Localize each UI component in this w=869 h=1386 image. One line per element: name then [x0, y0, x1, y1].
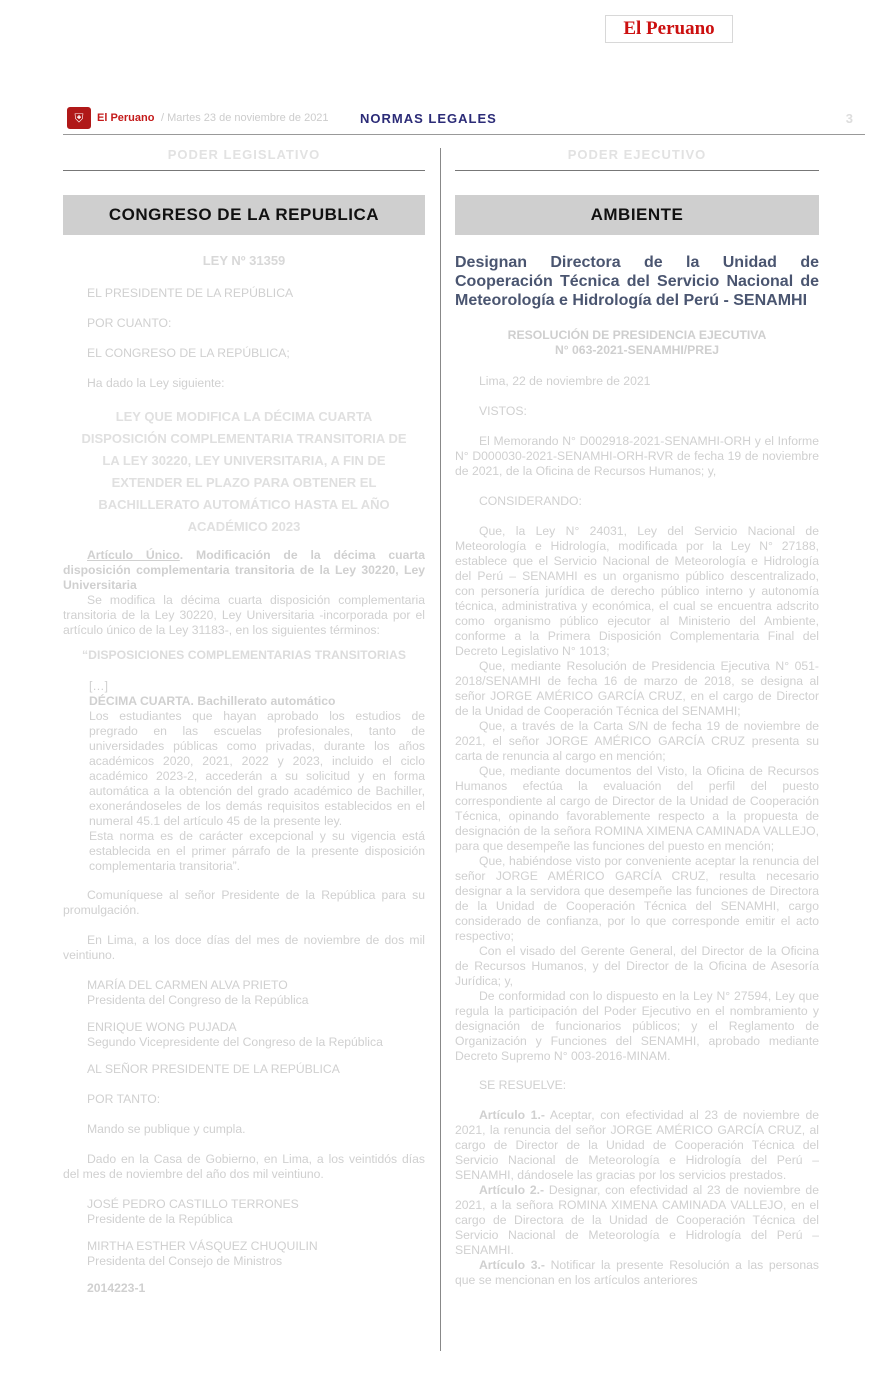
- signer-role: Segundo Vicepresidente del Congreso de la República: [87, 1035, 383, 1049]
- considerando-paragraph: De conformidad con lo dispuesto en la Ley N° 27594, Ley que regula la participación del Poder Ejecutivo en el nombramiento y designación de funcionarios públicos; y el Reglamento de Organización y Funciones del SENAMHI, aprobado mediante Decreto Supremo N° 003-2016-MINAM.: [455, 989, 819, 1063]
- article-headline: Designan Directora de la Unidad de Cooperación Técnica del Servicio Nacional de Meteorología e Hidrología del Perú - SENAMHI: [455, 254, 819, 309]
- decima-body-2: Esta norma es de carácter excepcional y su vigencia está establecida en el primer párrafo de la presente disposición complementaria transitoria”.: [89, 829, 425, 873]
- signer-name: ENRIQUE WONG PUJADA: [87, 1020, 237, 1034]
- signature-block: [63, 1239, 425, 1269]
- resolution-number: N° 063-2021-SENAMHI/PREJ: [554, 343, 720, 357]
- disposiciones-title: “DISPOSICIONES COMPLEMENTARIAS TRANSITORIAS: [82, 648, 406, 662]
- right-column: [455, 147, 819, 1353]
- articulo-1: [455, 1108, 819, 1183]
- quoted-provision: [63, 679, 425, 874]
- header-date: / Martes 23 de noviembre de 2021: [161, 112, 329, 124]
- page-header: [63, 104, 865, 135]
- considerando-paragraph: Que, mediante documentos del Visto, la Oficina de Recursos Humanos efectúa la evaluación del perfil del puesto correspondiente al cargo de Director de la Unidad de Cooperación Técnica, opinando favorablemente respecto a la propuesta de designación de la señora ROMINA XIMENA CAMINADA VALLEJO, para que desempeñe las funciones del puesto en mención;: [455, 764, 819, 853]
- section-banner: CONGRESO DE LA REPUBLICA: [63, 195, 425, 235]
- header-brand: El Peruano: [97, 112, 155, 124]
- el-peruano-logo: El Peruano: [605, 15, 733, 43]
- law-number: LEY Nº 31359: [202, 253, 286, 268]
- articulo-3: [455, 1258, 819, 1288]
- branch-title: PODER LEGISLATIVO: [63, 147, 425, 171]
- signer-name: MIRTHA ESTHER VÁSQUEZ CHUQUILIN: [87, 1239, 318, 1253]
- signer-name: MARÍA DEL CARMEN ALVA PRIETO: [87, 978, 288, 992]
- dado: Dado en la Casa de Gobierno, en Lima, a los veintidós días del mes de noviembre del año dos mil veintiuno.: [63, 1152, 425, 1181]
- articulo-label: Artículo 2.-: [479, 1183, 545, 1197]
- coat-of-arms-icon: ⛨: [67, 107, 91, 129]
- article-label: Artículo Único: [87, 548, 180, 562]
- considerando-paragraph: Que, mediante Resolución de Presidencia Ejecutiva N° 051-2018/SENAMHI de fecha 16 de marzo de 2018, se designa al señor JORGE AMÉRICO GARCÍA CRUZ, en el cargo de Director de la Unidad de Cooperación Técnica del SENAMHI;: [455, 659, 819, 718]
- considerando-paragraph: Que, la Ley N° 24031, Ley del Servicio Nacional de Meteorología e Hidrología, modificada por la Ley N° 27188, establece que el Servicio Nacional de Meteorología e Hidrología del Perú – SENAMHI es un organismo público descentralizado, con personería jurídica de derecho público interno y autonomía técnica, administrativa y económica, el cual se encuentra adscrito como organismo público ejecutor al Ministerio del Ambiente, conforme a la Primera Disposición Complementaria Final del Decreto Legislativo N° 1013;: [455, 524, 819, 658]
- section-banner: AMBIENTE: [455, 195, 819, 235]
- ellipsis: […]: [89, 679, 108, 693]
- considerando-paragraph: Que, habiéndose visto por conveniente aceptar la renuncia del señor JORGE AMÉRICO GARCÍA CRUZ, resulta necesario designar a la servidora que desempeñe las funciones de Directora de la Unidad de Cooperación Técnica del SENAMHI, cargo considerado de confianza, por lo que corresponde emitir el acto respectivo;: [455, 854, 819, 943]
- vistos: VISTOS:: [479, 404, 527, 418]
- articulo-2: [455, 1183, 819, 1258]
- signature-block: [63, 1020, 425, 1050]
- articulo-text: Notificar la presente Resolución a las personas que se mencionan en los artículos anteriores: [455, 1258, 819, 1287]
- se-resuelve: SE RESUELVE:: [479, 1078, 567, 1092]
- articulo-text: Aceptar, con efectividad al 23 de noviembre de 2021, la renuncia del señor JORGE AMÉRICO GARCÍA CRUZ, al cargo de Director de la Unidad de Cooperación Técnica del Servicio Nacional de Meteorología e Hidrología del Perú – SENAMHI, dándosele las gracias por los servicios prestados.: [455, 1108, 819, 1182]
- considerando-paragraph: Que, a través de la Carta S/N de fecha 19 de noviembre de 2021, el señor JORGE AMÉRICO GARCÍA CRUZ presenta su carta de renuncia al cargo en mención;: [455, 719, 819, 763]
- article-body: Se modifica la décima cuarta disposición complementaria transitoria de la Ley 30220, Ley Universitaria -incorporada por el artículo único de la Ley 31183-, en los siguientes términos:: [63, 593, 425, 637]
- decima-title: DÉCIMA CUARTA. Bachillerato automático: [89, 694, 336, 708]
- decima-body: Los estudiantes que hayan aprobado los estudios de pregrado en las escuelas profesionales, tanto de universidades públicas como privadas, durante los años académicos 2020, 2021, 2022 y 2023, incluido el ciclo académico 2023-2, accederán a su solicitud y en forma automática a la obtención del grado académico de Bachiller, exonerándoseles de los demás requisitos establecidos en el numeral 45.1 del artículo 45 de la presente ley.: [89, 709, 425, 828]
- intro-line: Ha dado la Ley siguiente:: [87, 376, 225, 390]
- article-heading-text: . Modificación de la décima cuarta disposición complementaria transitoria de la Ley 30220, Ley Universitaria: [63, 548, 425, 592]
- column-divider: [440, 148, 441, 1351]
- por-tanto: POR TANTO:: [87, 1092, 161, 1106]
- date-line: Lima, 22 de noviembre de 2021: [479, 374, 651, 388]
- intro-line: POR CUANTO:: [87, 316, 172, 330]
- header-section: NORMAS LEGALES: [360, 111, 497, 126]
- articulo-label: Artículo 1.-: [479, 1108, 545, 1122]
- signer-name: JOSÉ PEDRO CASTILLO TERRONES: [87, 1197, 299, 1211]
- resolution-title-line: RESOLUCIÓN DE PRESIDENCIA EJECUTIVA: [507, 328, 767, 342]
- intro-line: EL PRESIDENTE DE LA REPÚBLICA: [87, 286, 294, 300]
- memorando: El Memorando N° D002918-2021-SENAMHI-ORH y el Informe N° D000030-2021-SENAMHI-ORH-RVR de fecha 19 de noviembre de 2021, de la Oficina de Recursos Humanos; y,: [455, 434, 819, 478]
- mando: Mando se publique y cumpla.: [87, 1122, 246, 1136]
- resolution-title: [455, 328, 819, 358]
- page-number: 3: [845, 111, 853, 126]
- considerando-paragraph: Con el visado del Gerente General, del Director de la Oficina de Recursos Humanos, y del Director de la Oficina de Asesoría Jurídica; y,: [455, 944, 819, 988]
- signer-role: Presidenta del Consejo de Ministros: [87, 1254, 283, 1268]
- left-column: [63, 147, 425, 1353]
- lima-date: En Lima, a los doce días del mes de noviembre de dos mil veintiuno.: [63, 933, 425, 962]
- publication-code: 2014223-1: [87, 1281, 146, 1295]
- signer-role: Presidenta del Congreso de la República: [87, 993, 309, 1007]
- article-heading: [63, 548, 425, 593]
- comuniquese: Comuníquese al señor Presidente de la República para su promulgación.: [63, 888, 425, 917]
- branch-title: PODER EJECUTIVO: [455, 147, 819, 171]
- signer-role: Presidente de la República: [87, 1212, 233, 1226]
- newspaper-page: [61, 5, 867, 1361]
- articulo-label: Artículo 3.-: [479, 1258, 545, 1272]
- al-senor: AL SEÑOR PRESIDENTE DE LA REPÚBLICA: [87, 1062, 340, 1076]
- considerando: CONSIDERANDO:: [479, 494, 582, 508]
- articulo-text: Designar, con efectividad al 23 de noviembre de 2021, a la señora ROMINA XIMENA CAMINADA VALLEJO, en el cargo de Directora de la Unidad de Cooperación Técnica del Servicio Nacional de Meteorología e Hidrología del Perú – SENAMHI.: [455, 1183, 819, 1257]
- signature-block: [63, 1197, 425, 1227]
- intro-line: EL CONGRESO DE LA REPÚBLICA;: [87, 346, 290, 360]
- law-title: LEY QUE MODIFICA LA DÉCIMA CUARTA DISPOSICIÓN COMPLEMENTARIA TRANSITORIA DE LA LEY 30220, LEY UNIVERSITARIA, A FIN DE EXTENDER EL PLAZO PARA OBTENER EL BACHILLERATO AUTOMÁTICO HASTA EL AÑO ACADÉMICO 2023: [81, 409, 407, 534]
- signature-block: [63, 978, 425, 1008]
